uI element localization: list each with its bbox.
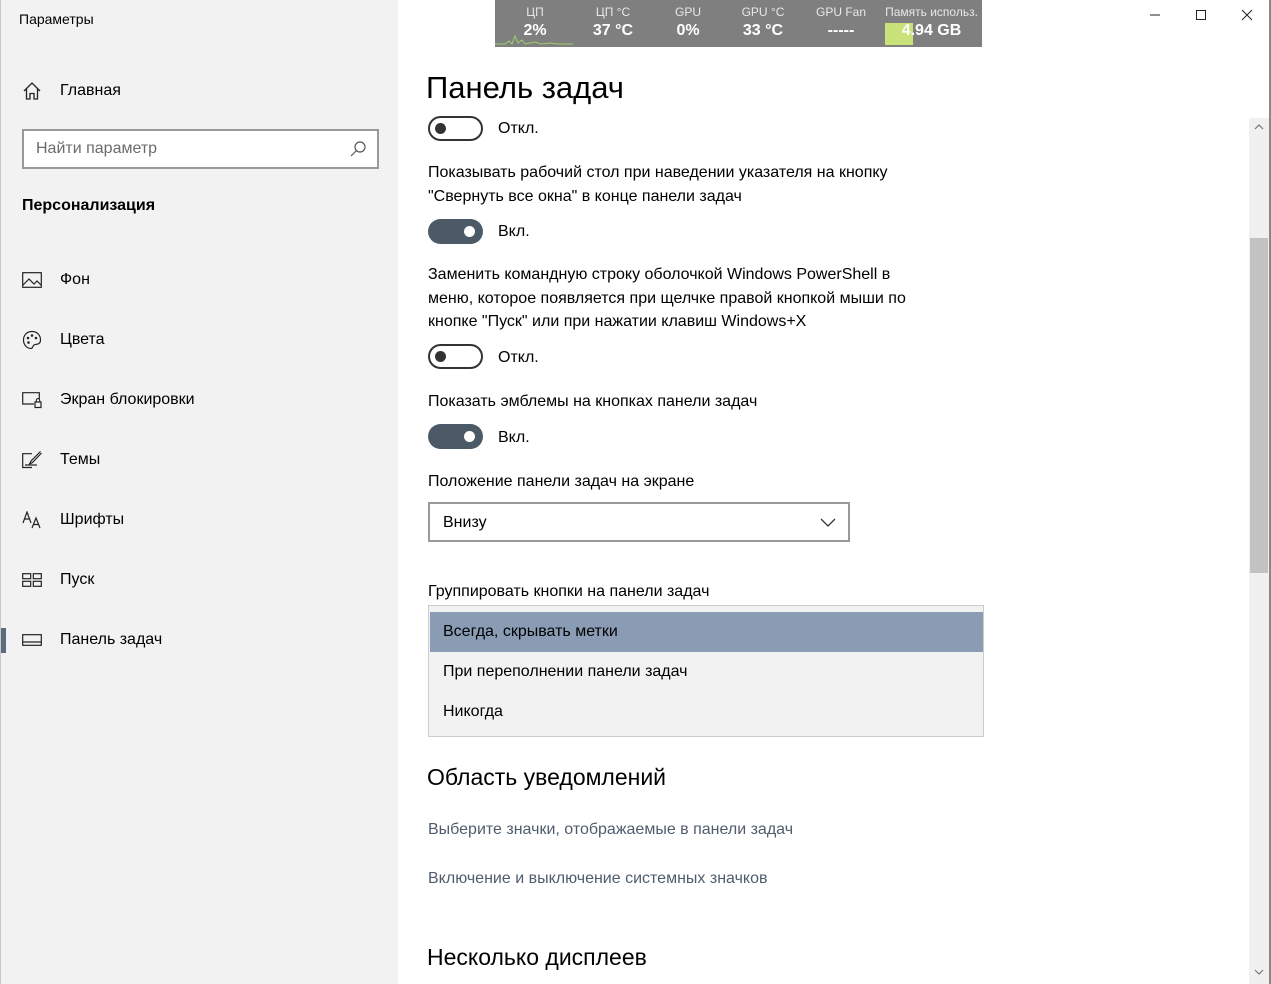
monitor-value: 0% [676,22,700,39]
scroll-up-icon[interactable] [1253,121,1265,133]
monitor-value: 4.94 GB [901,22,962,39]
dropdown-option[interactable]: Всегда, скрывать метки [430,612,983,652]
system-icons-link[interactable]: Включение и выключение системных значков [428,870,768,887]
toggle-knob [435,123,446,134]
setting-text-line: меню, которое появляется при щелчке правой кнопкой мыши по [428,289,906,307]
app-title: Параметры [19,11,94,27]
sidebar-item-label: Темы [60,451,101,468]
monitor-value: 33 °C [742,22,784,39]
sidebar-item-label: Главная [60,82,121,99]
toggle-state-label: Откл. [498,120,539,137]
monitor-label: ЦП °C [595,5,631,19]
sidebar-item-home[interactable] [22,78,121,104]
sidebar-item-themes[interactable] [1,440,399,480]
toggle-switch-powershell[interactable] [428,344,483,369]
sidebar [0,0,398,984]
section-title: Персонализация [22,197,156,214]
taskbar-position-dropdown[interactable] [428,502,850,542]
setting-text-line: "Свернуть все окна" в конце панели задач [428,187,742,205]
notification-area-heading: Область уведомлений [427,764,667,790]
setting-text-line: Показывать рабочий стол при наведении указателя на кнопку [428,164,888,181]
sidebar-item-label: Шрифты [60,511,125,528]
select-icons-link[interactable]: Выберите значки, отображаемые в панели задач [428,821,794,838]
sidebar-item-taskbar[interactable] [1,620,399,660]
toggle-switch-badges[interactable] [428,424,483,449]
monitor-label: GPU Fan [815,5,866,19]
sidebar-item-label: Фон [60,271,90,288]
home-icon [22,81,42,101]
monitor-gpu-fan [801,0,881,47]
monitor-label: GPU °C [741,5,785,19]
sidebar-item-colors[interactable] [1,320,399,360]
maximize-icon [1195,9,1207,21]
vertical-scrollbar[interactable] [1249,118,1269,984]
setting-text-line: кнопке "Пуск" или при нажатии клавиш Windows+X [428,313,807,330]
setting-badges-label: Показать эмблемы на кнопках панели задач [428,393,758,410]
monitor-cpu-temp [575,0,651,47]
sidebar-item-label: Пуск [60,571,95,588]
setting-combine-label: Группировать кнопки на панели задач [428,583,710,600]
multiple-displays-heading: Несколько дисплеев [427,944,647,970]
search-icon[interactable] [349,140,367,158]
monitor-label: ЦП [526,5,544,19]
system-monitor-overlay [495,0,982,47]
minimize-button[interactable] [1132,0,1178,30]
monitor-label: GPU [674,5,701,19]
setting-peek-label [428,161,888,208]
toggle-state-label: Вкл. [498,223,530,240]
sidebar-item-start[interactable] [1,560,399,600]
page-title: Панель задач [426,70,624,105]
toggle-state-label: Вкл. [498,429,530,446]
combine-buttons-dropdown-list [428,605,984,737]
toggle-state-label: Откл. [498,349,539,366]
setting-position-label: Положение панели задач на экране [428,473,695,490]
scrollbar-thumb[interactable] [1250,238,1268,573]
maximize-button[interactable] [1178,0,1224,30]
sidebar-item-label: Экран блокировки [60,391,195,408]
scroll-down-icon[interactable] [1253,966,1265,978]
dropdown-value: Внизу [443,514,487,531]
chevron-down-icon [820,516,836,528]
close-button[interactable] [1224,0,1270,30]
sidebar-item-lock-screen[interactable] [1,380,399,420]
minimize-icon [1149,9,1161,21]
search-box [22,129,379,169]
setting-text-line: Заменить командную строку оболочкой Windows PowerShell в [428,266,891,283]
search-input[interactable] [36,140,336,158]
toggle-knob [464,226,475,237]
sidebar-item-label: Цвета [60,331,105,348]
monitor-value: 37 °C [592,22,634,39]
font-icon [22,510,42,530]
monitor-cpu [495,0,575,47]
toggle-switch-peek[interactable] [428,219,483,244]
start-icon [22,570,42,590]
monitor-memory [881,0,982,47]
toggle-switch-previous[interactable] [428,116,483,141]
lock-screen-icon [22,390,42,410]
toggle-knob [464,431,475,442]
taskbar-icon [22,630,42,650]
monitor-value: ----- [827,22,855,39]
dropdown-option[interactable]: При переполнении панели задач [443,663,688,680]
toggle-knob [435,351,446,362]
monitor-gpu [651,0,725,47]
sidebar-item-background[interactable] [1,260,399,300]
image-icon [22,270,42,290]
brush-icon [22,450,42,470]
setting-powershell-label [428,263,906,334]
monitor-value: 2% [523,22,547,39]
palette-icon [22,330,42,350]
monitor-gpu-temp [725,0,801,47]
monitor-label: Память использ. [885,5,978,19]
close-icon [1241,9,1253,21]
sidebar-item-fonts[interactable] [1,500,399,540]
sidebar-item-label: Панель задач [60,631,163,648]
dropdown-option[interactable]: Никогда [443,703,503,720]
